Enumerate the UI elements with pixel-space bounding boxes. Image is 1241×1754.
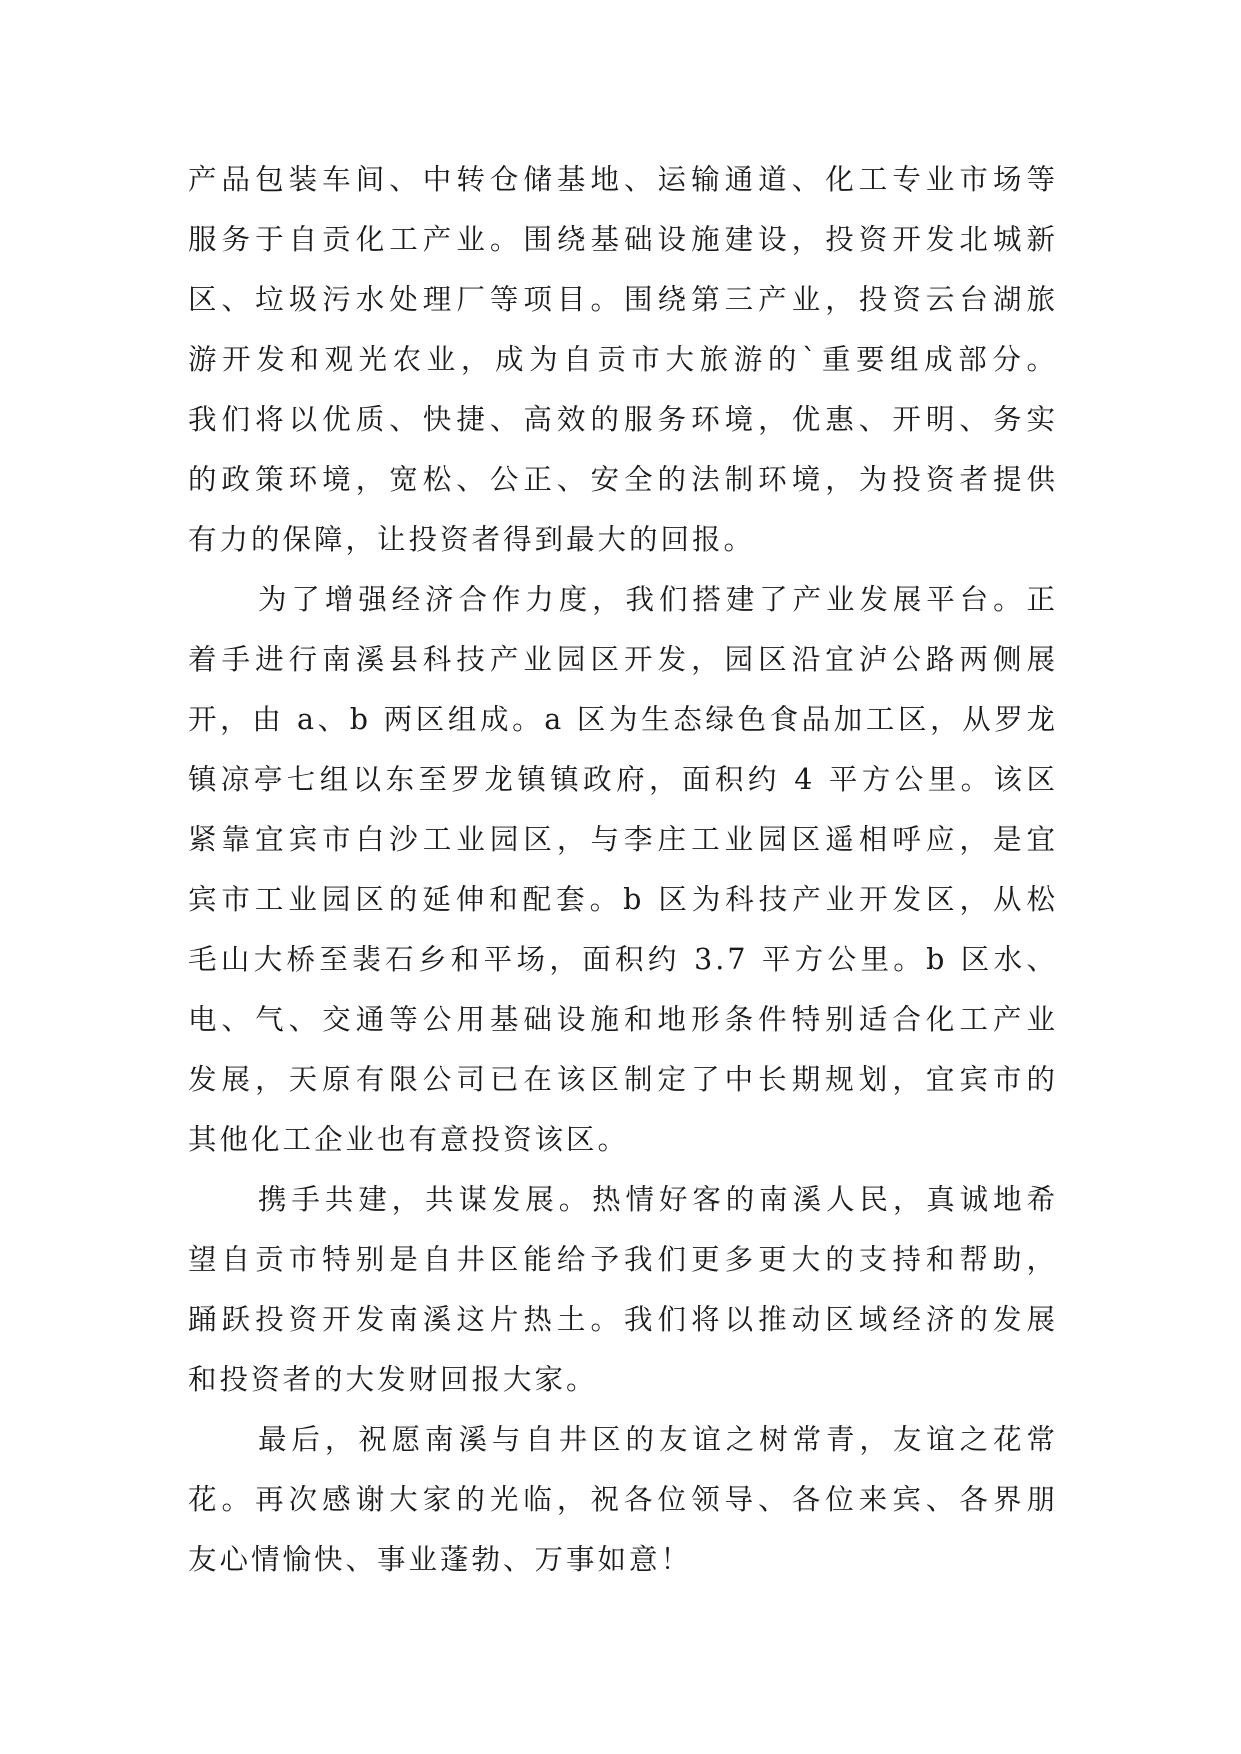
text-line: 游开发和观光农业，成为自贡市大旅游的`重要组成部分。: [188, 343, 1058, 376]
text-line: 区、垃圾污水处理厂等项目。围绕第三产业，投资云台湖旅: [188, 283, 1058, 316]
paragraph-first-line: 携手共建，共谋发展。热情好客的南溪人民，真诚地希: [258, 1183, 1058, 1216]
text-line: 我们将以优质、快捷、高效的服务环境，优惠、开明、务实: [188, 403, 1058, 436]
text-line: 开，由 a、b 两区组成。a 区为生态绿色食品加工区，从罗龙: [188, 703, 1058, 736]
text-line: 产品包装车间、中转仓储基地、运输通道、化工专业市场等: [188, 163, 1058, 196]
text-line: 宾市工业园区的延伸和配套。b 区为科技产业开发区，从松: [188, 883, 1058, 916]
text-line: 毛山大桥至裴石乡和平场，面积约 3.7 平方公里。b 区水、: [188, 943, 1058, 976]
text-line: 有力的保障，让投资者得到最大的回报。: [188, 523, 756, 556]
text-line: 服务于自贡化工产业。围绕基础设施建设，投资开发北城新: [188, 223, 1058, 256]
text-line: 紧靠宜宾市白沙工业园区，与李庄工业园区遥相呼应，是宜: [188, 823, 1058, 856]
document-body: [188, 150, 1058, 1590]
text-line: 发展，天原有限公司已在该区制定了中长期规划，宜宾市的: [188, 1063, 1058, 1096]
text-line: 踊跃投资开发南溪这片热土。我们将以推动区域经济的发展: [188, 1303, 1058, 1336]
text-line: 着手进行南溪县科技产业园区开发，园区沿宜泸公路两侧展: [188, 643, 1058, 676]
paragraph-first-line: 为了增强经济合作力度，我们搭建了产业发展平台。正: [258, 583, 1058, 616]
text-line: 电、气、交通等公用基础设施和地形条件特别适合化工产业: [188, 1003, 1058, 1036]
text-line: 和投资者的大发财回报大家。: [188, 1363, 598, 1396]
text-line: 镇凉亭七组以东至罗龙镇镇政府，面积约 4 平方公里。该区: [188, 763, 1058, 796]
paragraph-first-line: 最后，祝愿南溪与自井区的友谊之树常青，友谊之花常: [258, 1423, 1058, 1456]
text-line: 望自贡市特别是自井区能给予我们更多更大的支持和帮助，: [188, 1243, 1058, 1276]
text-line: 友心情愉快、事业蓬勃、万事如意！: [188, 1543, 693, 1576]
text-line: 花。再次感谢大家的光临，祝各位领导、各位来宾、各界朋: [188, 1483, 1058, 1516]
text-line: 的政策环境，宽松、公正、安全的法制环境，为投资者提供: [188, 463, 1058, 496]
text-line: 其他化工企业也有意投资该区。: [188, 1123, 630, 1156]
